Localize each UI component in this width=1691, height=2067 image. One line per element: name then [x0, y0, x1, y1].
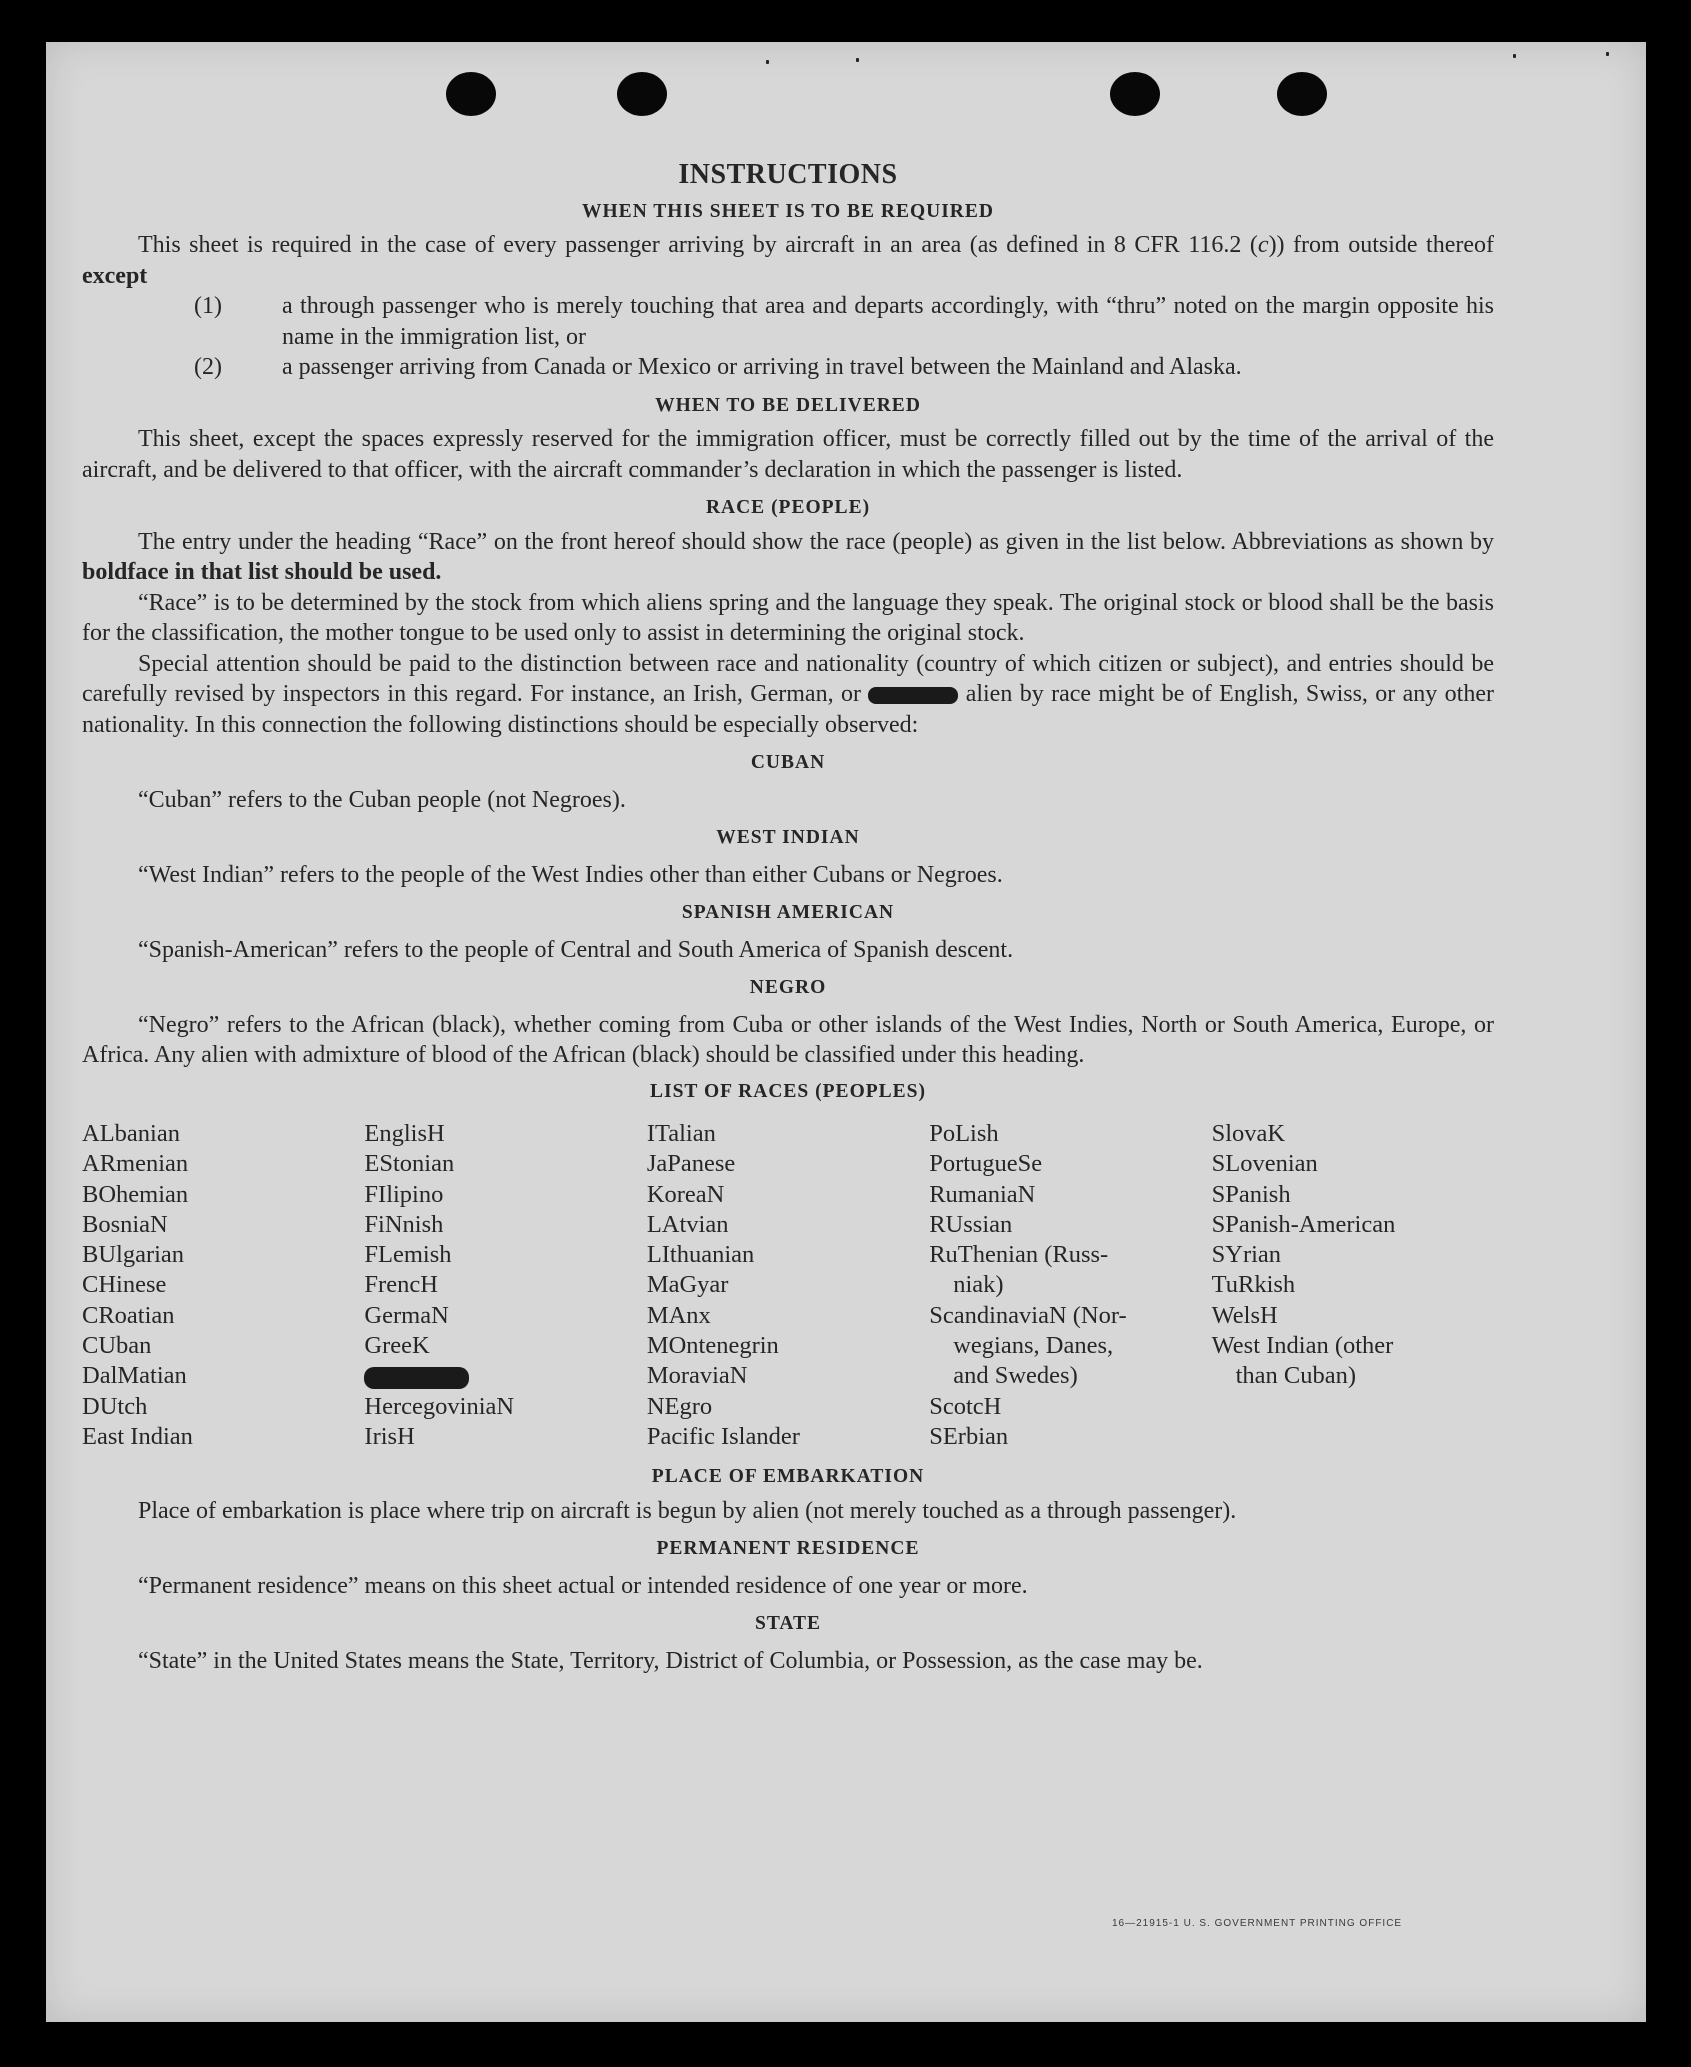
- race-item-redacted: [364, 1361, 646, 1391]
- race-item: KoreaN: [646, 1180, 725, 1208]
- speck: [766, 60, 769, 64]
- race-item: SErbian: [929, 1422, 1009, 1450]
- race-item: niak): [953, 1271, 1004, 1299]
- speck: [1606, 52, 1609, 56]
- race-item: East Indian: [82, 1422, 193, 1450]
- redaction-mark: [364, 1367, 469, 1389]
- race-item: wegians, Danes,: [953, 1332, 1114, 1360]
- page-title: INSTRUCTIONS: [678, 159, 898, 190]
- race-item: MAnx: [646, 1301, 711, 1329]
- race-item: MaGyar: [646, 1271, 729, 1299]
- west-indian-text: “West Indian” refers to the people of the West Indies other than either Cubans or Negroes.: [138, 861, 1003, 888]
- race-item: CUban: [82, 1332, 152, 1360]
- races-column-2: [364, 1119, 646, 1452]
- race-item: than Cuban): [1235, 1362, 1357, 1390]
- race-item: SPanish: [1211, 1180, 1291, 1208]
- race-item: RuThenian (Russ-: [929, 1241, 1109, 1269]
- required-intro: This sheet is required in the case of every passenger arriving by aircraft in an area (as defined in 8 CFR 116.2 (c)) from outside thereof except: [82, 232, 1495, 289]
- race-item: FIlipino: [364, 1180, 444, 1208]
- spanish-american-text: “Spanish-American” refers to the people of Central and South America of Spanish descent.: [138, 936, 1014, 963]
- race-item: IrisH: [364, 1422, 415, 1450]
- speck: [1513, 54, 1516, 58]
- race-item: PortugueSe: [929, 1150, 1043, 1178]
- embarkation-text: Place of embarkation is place where trip on aircraft is begun by alien (not merely touched as a through passenger).: [138, 1497, 1237, 1524]
- race-item: SYrian: [1211, 1241, 1282, 1269]
- race-item: CHinese: [82, 1271, 167, 1299]
- race-item: FiNnish: [364, 1210, 444, 1238]
- heading-west-indian: WEST INDIAN: [716, 827, 860, 848]
- punch-hole: [617, 72, 667, 116]
- race-item: JaPanese: [646, 1150, 736, 1178]
- race-item: BOhemian: [82, 1180, 189, 1208]
- race-item: DalMatian: [82, 1362, 187, 1390]
- heading-spanish-american: SPANISH AMERICAN: [681, 902, 895, 923]
- race-item: LAtvian: [646, 1210, 729, 1238]
- races-column-3: [647, 1119, 929, 1452]
- heading-embarkation: PLACE OF EMBARKATION: [651, 1466, 925, 1488]
- punch-hole: [1277, 72, 1327, 116]
- heading-when-delivered: WHEN TO BE DELIVERED: [655, 394, 921, 416]
- race-item: EStonian: [364, 1150, 455, 1178]
- race-item: ITalian: [646, 1120, 716, 1147]
- printer-footer: 16—21915-1 U. S. GOVERNMENT PRINTING OFFICE: [1112, 1918, 1403, 1929]
- exception-item-1: (1) a through passenger who is merely touching that area and departs accordingly, with “thru” noted on the margin opposite his name in the immigration list, or: [194, 293, 1494, 350]
- race-item: SLovenian: [1211, 1150, 1318, 1178]
- race-item: MoraviaN: [646, 1362, 748, 1390]
- race-item: ALbanian: [82, 1120, 180, 1147]
- state-text: “State” in the United States means the State, Territory, District of Columbia, or Possession, as the case may be.: [138, 1647, 1203, 1674]
- race-item: GermaN: [364, 1301, 449, 1329]
- race-item: LIthuanian: [646, 1241, 755, 1269]
- race-item: PoLish: [929, 1120, 999, 1147]
- heading-race: RACE (PEOPLE): [705, 497, 871, 518]
- race-item: ScandinaviaN (Nor-: [929, 1301, 1127, 1329]
- race-item: BosniaN: [82, 1210, 168, 1238]
- exception-item-2: (2) a passenger arriving from Canada or Mexico or arriving in travel between the Mainland and Alaska.: [194, 354, 1242, 380]
- races-list: [82, 1119, 1494, 1452]
- race-item: SlovaK: [1211, 1120, 1286, 1147]
- races-column-1: [82, 1119, 364, 1452]
- delivered-text: This sheet, except the spaces expressly reserved for the immigration officer, must be correctly filled out by the time of the arrival of the aircraft, and be delivered to that officer, with the aircraft commander’s declaration in which the passenger is listed.: [82, 426, 1494, 483]
- negro-text: “Negro” refers to the African (black), whether coming from Cuba or other islands of the West Indies, North or South America, Europe, or Africa. Any alien with admixture of blood of the African (black) should be classified under this heading.: [82, 1011, 1494, 1068]
- cuban-text: “Cuban” refers to the Cuban people (not Negroes).: [138, 786, 626, 813]
- race-item: FrencH: [364, 1271, 438, 1299]
- heading-when-required: WHEN THIS SHEET IS TO BE REQUIRED: [582, 200, 994, 222]
- heading-state: STATE: [754, 1613, 822, 1635]
- race-item: TuRkish: [1211, 1271, 1296, 1299]
- race-item: GreeK: [364, 1332, 430, 1360]
- race-item: CRoatian: [82, 1301, 175, 1329]
- heading-list-of-races: LIST OF RACES (PEOPLES): [649, 1080, 926, 1102]
- races-column-5: [1212, 1119, 1494, 1452]
- race-item: ScotcH: [929, 1392, 1002, 1420]
- heading-cuban: CUBAN: [750, 752, 826, 773]
- residence-text: “Permanent residence” means on this sheet actual or intended residence of one year or more.: [138, 1572, 1028, 1599]
- race-item: BUlgarian: [82, 1241, 185, 1269]
- punch-hole: [1110, 72, 1160, 116]
- race-item: ARmenian: [82, 1150, 189, 1178]
- instructions-content: [82, 160, 1494, 1676]
- speck: [856, 58, 859, 62]
- race-item: WelsH: [1211, 1301, 1278, 1329]
- race-item: NEgro: [646, 1392, 713, 1420]
- races-column-4: [929, 1119, 1211, 1452]
- race-paragraph-2: “Race” is to be determined by the stock from which aliens spring and the language they speak. The original stock or blood shall be the basis for the classification, the mother tongue to be used only to assist in determining the original stock.: [82, 589, 1494, 646]
- document-sheet: [46, 42, 1646, 2022]
- race-item: DUtch: [82, 1392, 148, 1420]
- race-paragraph-1: The entry under the heading “Race” on the front hereof should show the race (people) as given in the list below. Abbreviations as shown by boldface in that list should be used.: [82, 528, 1494, 585]
- heading-permanent-residence: PERMANENT RESIDENCE: [656, 1538, 920, 1560]
- race-item: RUssian: [929, 1210, 1013, 1238]
- race-item: MOntenegrin: [646, 1332, 779, 1360]
- race-item: RumaniaN: [929, 1180, 1036, 1208]
- punch-hole: [446, 72, 496, 116]
- race-item: Pacific Islander: [646, 1422, 800, 1450]
- race-item: SPanish-American: [1211, 1210, 1396, 1238]
- race-item: HercegoviniaN: [364, 1392, 515, 1420]
- redaction-mark: [868, 687, 958, 704]
- race-paragraph-3: Special attention should be paid to the distinction between race and nationality (country of which citizen or subject), and entries should be carefully revised by inspectors in this regard. For instance, an Irish, German, or alien by race might be of English, Swiss, or any other nationality. In this connection the following distinctions should be especially observed:: [82, 650, 1494, 738]
- race-item: West Indian (other: [1211, 1332, 1394, 1360]
- race-item: FLemish: [364, 1241, 452, 1269]
- race-item: EnglisH: [364, 1120, 445, 1147]
- heading-negro: NEGRO: [749, 977, 827, 998]
- race-item: and Swedes): [953, 1362, 1078, 1390]
